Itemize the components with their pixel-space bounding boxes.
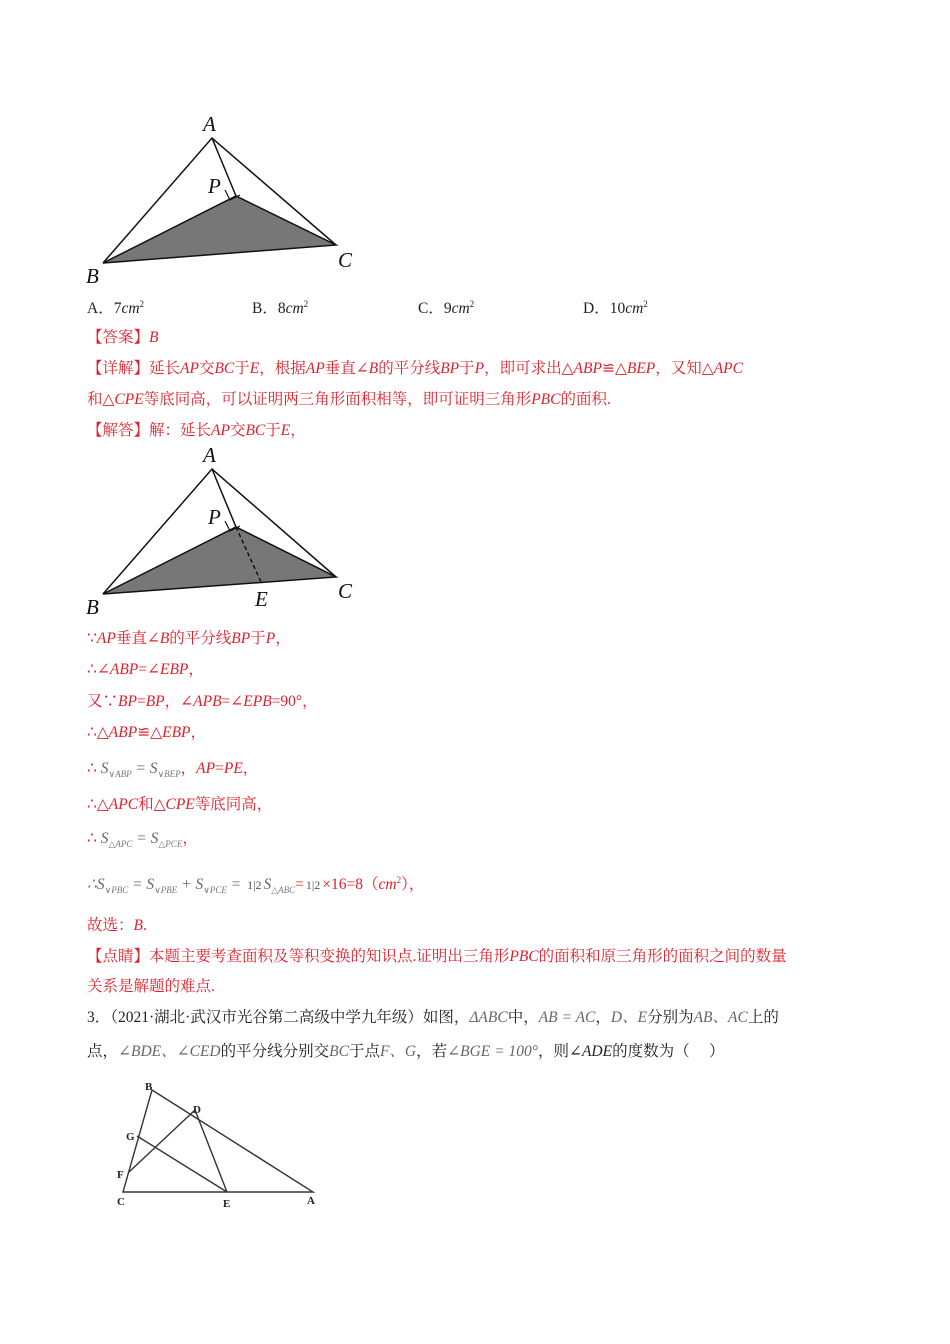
- text-segment: 垂直∠: [115, 630, 160, 647]
- text-line: [87, 626, 291, 648]
- text-segment: B: [133, 917, 143, 934]
- text-line: [87, 944, 787, 966]
- text-segment: ADE: [581, 1043, 613, 1060]
- label-d: D: [193, 1104, 201, 1116]
- text-segment: 点，: [87, 1043, 119, 1060]
- text-segment: 上的: [747, 1009, 779, 1026]
- figure-2-triangle: [86, 443, 353, 619]
- text-segment: AP: [96, 630, 116, 647]
- text-segment: = S: [131, 760, 158, 777]
- option-unit: cm: [285, 300, 304, 317]
- text-segment: 的度数为（ ）: [612, 1043, 725, 1060]
- label-a: A: [307, 1195, 315, 1207]
- option-exponent: 2: [643, 299, 648, 309]
- text-segment: S: [100, 830, 109, 847]
- text-segment: =: [295, 876, 304, 893]
- text-segment: =∠: [221, 693, 244, 710]
- text-segment: 【点睛】本题主要考查面积及等积变换的知识点.证明出三角形: [87, 948, 510, 965]
- text-segment: ，: [182, 830, 198, 847]
- option-d[interactable]: [583, 296, 648, 318]
- fraction: 1|2: [247, 877, 262, 892]
- text-segment: ∨PCE: [203, 885, 227, 895]
- segment-df: [129, 1110, 195, 1172]
- option-a[interactable]: [87, 296, 144, 318]
- text-line: [87, 974, 215, 996]
- option-letter: B．: [252, 300, 278, 317]
- text-line: [87, 387, 611, 409]
- text-segment: =: [215, 760, 224, 777]
- text-segment: S: [263, 876, 272, 893]
- text-segment: APB: [193, 693, 222, 710]
- text-segment: 【详解】延长: [87, 360, 181, 377]
- text-segment: ∨PBC: [104, 885, 129, 895]
- figure-3-triangle: [123, 1090, 313, 1192]
- text-segment: BC: [245, 422, 266, 439]
- text-segment: =90°，: [271, 693, 318, 710]
- text-segment: △ABC: [271, 885, 296, 895]
- text-segment: CPE: [114, 391, 144, 408]
- text-segment: AB、AC: [693, 1009, 748, 1026]
- text-segment: ∴S: [87, 876, 105, 893]
- option-unit: cm: [451, 300, 470, 317]
- text-segment: B: [159, 630, 170, 647]
- label-e: E: [223, 1198, 231, 1210]
- text-segment: ABP: [573, 360, 602, 377]
- text-segment: F、G: [379, 1043, 417, 1060]
- text-line: [87, 720, 206, 742]
- text-segment: AP: [305, 360, 325, 377]
- text-segment: 于: [265, 422, 281, 439]
- text-segment: P: [265, 630, 276, 647]
- text-segment: ∨ABP: [108, 769, 132, 779]
- text-line: [87, 756, 258, 780]
- option-value: 8: [277, 300, 286, 317]
- option-value: 7: [113, 300, 122, 317]
- text-segment: △PCE: [158, 839, 183, 849]
- text-segment: =: [226, 876, 246, 893]
- text-segment: 分别为: [647, 1009, 694, 1026]
- text-segment: ，: [188, 661, 204, 678]
- text-segment: E: [280, 422, 291, 439]
- text-segment: 于: [234, 360, 250, 377]
- text-segment: AB = AC: [538, 1009, 596, 1026]
- label-c: C: [338, 248, 353, 272]
- text-segment: + S: [177, 876, 204, 893]
- text-line: [87, 826, 198, 850]
- label-a: A: [203, 443, 216, 467]
- label-g: G: [126, 1131, 135, 1143]
- label-p: P: [208, 505, 221, 529]
- text-segment: D、E: [610, 1009, 648, 1026]
- text-line: [87, 913, 147, 935]
- text-line: [87, 418, 306, 440]
- text-line: [87, 792, 272, 814]
- label-e: E: [255, 587, 268, 611]
- option-exponent: 2: [469, 299, 475, 309]
- option-value: 9: [443, 300, 452, 317]
- option-c[interactable]: [418, 296, 474, 318]
- segment-ge: [137, 1136, 227, 1192]
- text-segment: 的面积和原三角形的面积之间的数量: [538, 948, 787, 965]
- option-letter: D．: [583, 300, 610, 317]
- text-segment: ∴∠: [87, 661, 110, 678]
- text-segment: ABP: [109, 661, 139, 678]
- text-line: [87, 1005, 779, 1027]
- text-segment: ABP: [108, 724, 138, 741]
- text-segment: ，∠: [164, 693, 194, 710]
- text-segment: BP: [231, 630, 251, 647]
- text-segment: ∠BGE = 100°: [447, 1043, 538, 1060]
- text-segment: ），: [401, 876, 425, 893]
- text-segment: ，: [275, 630, 291, 647]
- text-segment: ∵: [87, 630, 97, 647]
- text-segment: ，: [290, 422, 306, 439]
- text-segment: E: [249, 360, 260, 377]
- text-segment: AP: [180, 360, 199, 377]
- text-segment: EBP: [160, 661, 189, 678]
- text-segment: ∨PBE: [154, 885, 178, 895]
- option-value: 10: [609, 300, 626, 317]
- text-segment: 的平分线分别交: [220, 1043, 330, 1060]
- text-segment: ，: [595, 1009, 611, 1026]
- text-segment: BC: [214, 360, 235, 377]
- text-segment: =∠: [138, 661, 160, 678]
- text-segment: .: [142, 917, 147, 934]
- text-segment: 故选：: [87, 917, 134, 934]
- text-segment: 【解答】解：延长: [87, 422, 212, 439]
- label-b: B: [86, 264, 99, 288]
- text-segment: AP: [196, 760, 216, 777]
- text-segment: ×16=8（: [322, 876, 379, 893]
- option-exponent: 2: [303, 299, 309, 309]
- text-line: [87, 1039, 724, 1061]
- option-b[interactable]: [252, 296, 308, 318]
- option-unit: cm: [625, 300, 644, 317]
- text-segment: 等底同高，可以证明两三角形面积相等，即可证明三角形: [143, 391, 532, 408]
- text-segment: 于点: [348, 1043, 380, 1060]
- text-segment: ∴△: [87, 724, 109, 741]
- segment-de: [195, 1110, 227, 1192]
- text-segment: APC: [713, 360, 743, 377]
- text-segment: ，: [242, 760, 259, 777]
- option-unit: cm: [121, 300, 140, 317]
- text-segment: 3．（2021·湖北·武汉市光谷第二高级中学九年级）如图，: [87, 1009, 470, 1026]
- text-segment: = S: [128, 876, 155, 893]
- text-segment: ，则∠: [537, 1043, 582, 1060]
- text-segment: 关系是解题的难点.: [87, 978, 215, 995]
- option-letter: C．: [418, 300, 444, 317]
- text-segment: 的平分线: [378, 360, 441, 377]
- text-segment: 的平分线: [169, 630, 232, 647]
- text-line: [87, 689, 318, 711]
- label-p: P: [208, 174, 221, 198]
- figure-1-triangle: [86, 112, 353, 288]
- text-segment: = S: [132, 830, 159, 847]
- text-segment: S: [100, 760, 109, 777]
- text-segment: ∠BDE、∠CED: [118, 1043, 221, 1060]
- text-segment: PBC: [509, 948, 539, 965]
- text-line: [87, 657, 204, 679]
- text-segment: ，根据: [259, 360, 306, 377]
- label-b: B: [86, 595, 99, 619]
- text-line: [87, 325, 158, 347]
- text-segment: ，: [190, 724, 207, 741]
- triangle-abc: [123, 1090, 313, 1192]
- label-a: A: [203, 112, 216, 136]
- shaded-triangle-pbc: [103, 196, 336, 263]
- text-segment: ∨BEP: [157, 769, 181, 779]
- text-segment: ∴: [87, 760, 101, 777]
- text-segment: 于: [250, 630, 266, 647]
- text-segment: △APC: [108, 839, 133, 849]
- text-segment: BP: [145, 693, 165, 710]
- text-segment: ，若: [416, 1043, 448, 1060]
- text-segment: CPE: [165, 796, 195, 813]
- text-segment: BP: [440, 360, 460, 377]
- shaded-triangle-pbc: [103, 527, 336, 594]
- text-segment: EPB: [243, 693, 272, 710]
- text-segment: cm: [378, 876, 397, 893]
- text-segment: 交: [198, 360, 215, 377]
- text-segment: 等底同高，: [194, 796, 273, 813]
- text-segment: B: [368, 360, 379, 377]
- text-segment: 和△: [87, 391, 115, 408]
- text-segment: 【答案】: [87, 329, 150, 346]
- text-segment: ∴△: [87, 796, 109, 813]
- text-segment: EBP: [162, 724, 191, 741]
- text-segment: ≌△: [137, 724, 163, 741]
- text-segment: BEP: [626, 360, 656, 377]
- text-segment: ≌△: [601, 360, 627, 377]
- figure-3-labels: [117, 1081, 315, 1210]
- text-segment: BC: [329, 1043, 349, 1060]
- text-segment: PBC: [531, 391, 561, 408]
- text-segment: PE: [223, 760, 243, 777]
- text-segment: 中，: [507, 1009, 539, 1026]
- text-segment: 2: [396, 875, 402, 885]
- text-segment: APC: [108, 796, 139, 813]
- fraction: 1|2: [305, 877, 321, 892]
- text-segment: 垂直∠: [324, 360, 369, 377]
- text-segment: ，又知△: [655, 360, 714, 377]
- text-segment: AP: [211, 422, 230, 439]
- text-segment: BP: [118, 693, 137, 710]
- text-segment: 和△: [138, 796, 166, 813]
- option-exponent: 2: [139, 299, 145, 309]
- text-segment: =: [136, 693, 146, 710]
- text-segment: ，: [180, 760, 197, 777]
- label-b: B: [145, 1081, 153, 1093]
- label-c: C: [338, 579, 353, 603]
- text-segment: 交: [229, 422, 246, 439]
- text-segment: ΔABC: [469, 1009, 508, 1026]
- text-segment: 于: [459, 360, 475, 377]
- text-segment: B: [149, 329, 159, 346]
- text-line: [87, 356, 743, 378]
- text-segment: 的面积.: [560, 391, 611, 408]
- text-segment: ∴: [87, 830, 101, 847]
- label-f: F: [117, 1169, 124, 1181]
- text-segment: 又∵: [87, 693, 119, 710]
- label-c: C: [117, 1196, 125, 1208]
- text-line: [87, 872, 424, 896]
- text-segment: ，即可求出△: [484, 360, 574, 377]
- option-letter: A．: [87, 300, 114, 317]
- text-segment: P: [474, 360, 485, 377]
